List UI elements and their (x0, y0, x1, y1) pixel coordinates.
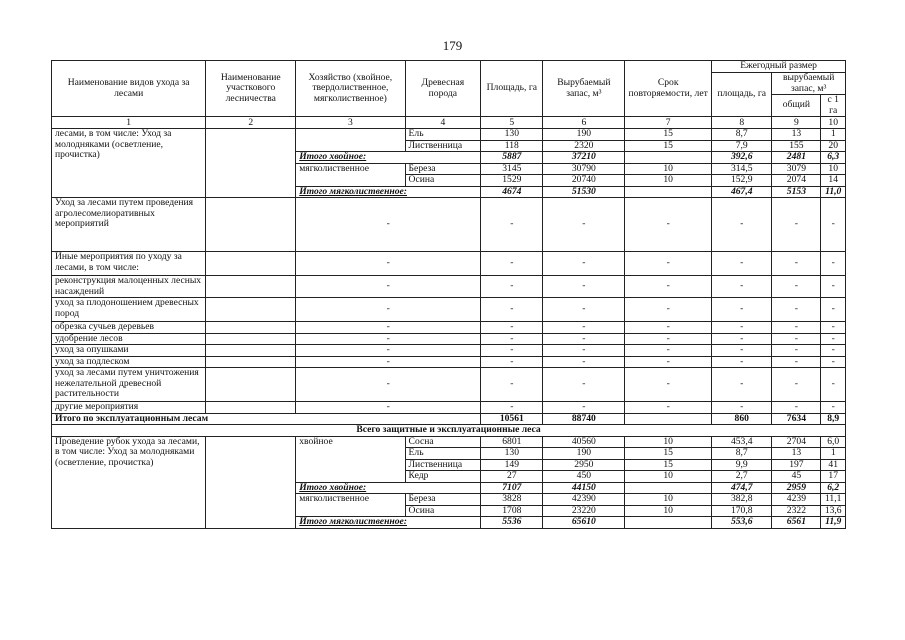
table-cell: 190 (543, 129, 625, 141)
table-cell: 15 (625, 140, 712, 152)
species-cell: Лиственница (405, 140, 481, 152)
table-cell: - (821, 356, 846, 368)
table-cell: - (296, 402, 481, 414)
table-cell: 44150 (543, 482, 625, 494)
forestry-cell (206, 322, 296, 334)
table-cell: 190 (543, 448, 625, 460)
table-cell: 130 (481, 129, 543, 141)
table-cell: 474,7 (712, 482, 772, 494)
table-cell: - (296, 252, 481, 276)
table-cell: 2,7 (712, 471, 772, 483)
table-cell: 11,0 (821, 186, 846, 198)
species-cell: Сосна (405, 436, 481, 448)
table-cell: 860 (712, 413, 772, 425)
table-cell: - (772, 276, 821, 298)
table-cell: 23220 (543, 505, 625, 517)
forest-care-table (51, 60, 846, 529)
activity-name: лесами, в том числе: Уход за молодняками (осветление, прочистка) (52, 129, 206, 198)
table-cell: - (712, 345, 772, 357)
table-cell: 314,5 (712, 163, 772, 175)
table-cell: - (481, 333, 543, 345)
table-cell: - (821, 402, 846, 414)
table-cell: 1 (821, 129, 846, 141)
table-cell: - (543, 276, 625, 298)
table-cell (625, 152, 712, 164)
table-row (52, 402, 846, 414)
table-cell: - (296, 276, 481, 298)
table-row (52, 413, 846, 425)
table-row (52, 276, 846, 298)
table-cell: - (821, 198, 846, 252)
species-cell: Ель (405, 129, 481, 141)
table-cell: 65610 (543, 517, 625, 529)
table-cell: - (821, 368, 846, 402)
subtotal-label: Итого хвойное: (296, 152, 481, 164)
table-cell: - (821, 345, 846, 357)
table-cell: - (543, 368, 625, 402)
table-cell: 392,6 (712, 152, 772, 164)
table-cell (625, 186, 712, 198)
table-cell: 6,3 (821, 152, 846, 164)
column-number: 5 (481, 117, 543, 129)
economy-cell (296, 129, 405, 152)
economy-cell: мягколиственное (296, 163, 405, 186)
table-cell: 42390 (543, 494, 625, 506)
column-number-row (52, 117, 846, 129)
table-cell: 553,6 (712, 517, 772, 529)
table-cell: 2074 (772, 175, 821, 187)
column-number: 6 (543, 117, 625, 129)
forestry-cell (206, 252, 296, 276)
table-cell: - (543, 356, 625, 368)
table-cell: 10 (625, 471, 712, 483)
table-cell: - (772, 252, 821, 276)
table-cell: - (712, 276, 772, 298)
table-cell: 1 (821, 448, 846, 460)
table-cell: 2320 (543, 140, 625, 152)
table-cell: 13 (772, 129, 821, 141)
header-cell: Срок повторяемости, лет (625, 61, 712, 117)
table-cell: 15 (625, 448, 712, 460)
table-cell: - (772, 298, 821, 322)
column-number: 1 (52, 117, 206, 129)
table-row (52, 345, 846, 357)
table-cell: 4239 (772, 494, 821, 506)
table-cell: 6,0 (821, 436, 846, 448)
table-row (52, 425, 846, 437)
table-cell: - (481, 252, 543, 276)
table-cell: 2959 (772, 482, 821, 494)
table-cell: - (625, 198, 712, 252)
section-title: Всего защитные и эксплуатационные леса (52, 425, 846, 437)
page-number: 179 (442, 38, 463, 53)
table-cell: 20740 (543, 175, 625, 187)
table-cell: 4674 (481, 186, 543, 198)
table-cell: 11,9 (821, 517, 846, 529)
table-cell: - (543, 298, 625, 322)
table-cell: - (481, 356, 543, 368)
header-cell: Площадь, га (481, 61, 543, 117)
forestry-cell (206, 198, 296, 252)
species-cell: Осина (405, 175, 481, 187)
table-cell: - (625, 345, 712, 357)
table-cell: - (543, 198, 625, 252)
table-cell: - (821, 276, 846, 298)
header-cell: Вырубаемый запас, м³ (543, 61, 625, 117)
table-cell: 10 (625, 175, 712, 187)
table-row (52, 436, 846, 448)
table-cell: - (625, 356, 712, 368)
table-cell: 51530 (543, 186, 625, 198)
table-cell: 30790 (543, 163, 625, 175)
activity-name: уход за лесами путем уничтожения нежелательной древесной растительности (52, 368, 206, 402)
species-cell: Береза (405, 494, 481, 506)
table-cell: 149 (481, 459, 543, 471)
forestry-cell (206, 356, 296, 368)
table-cell: 9,9 (712, 459, 772, 471)
table-cell: 45 (772, 471, 821, 483)
table-cell: 10561 (481, 413, 543, 425)
table-cell: 6561 (772, 517, 821, 529)
table-cell: - (772, 345, 821, 357)
table-cell: 382,8 (712, 494, 772, 506)
table-cell (625, 482, 712, 494)
table-row (52, 129, 846, 141)
table-cell: - (821, 252, 846, 276)
table-cell: - (821, 333, 846, 345)
column-number: 2 (206, 117, 296, 129)
table-cell: - (712, 252, 772, 276)
table-cell: - (772, 356, 821, 368)
species-cell: Ель (405, 448, 481, 460)
table-cell: - (625, 322, 712, 334)
column-number: 7 (625, 117, 712, 129)
table-cell: - (296, 333, 481, 345)
activity-name: удобрение лесов (52, 333, 206, 345)
table-cell: - (481, 345, 543, 357)
table-cell: 453,4 (712, 436, 772, 448)
table-row (52, 252, 846, 276)
table-cell: 152,9 (712, 175, 772, 187)
species-cell: Осина (405, 505, 481, 517)
table-cell: - (712, 368, 772, 402)
table-cell: - (296, 198, 481, 252)
table-cell: 3828 (481, 494, 543, 506)
header-cell: общий (772, 95, 821, 117)
activity-name: уход за плодоношением древесных пород (52, 298, 206, 322)
total-label: Итого по эксплуатационным лесам (52, 413, 481, 425)
table-cell: 37210 (543, 152, 625, 164)
table-cell: 467,4 (712, 186, 772, 198)
header-cell: Древесная порода (405, 61, 481, 117)
forestry-cell (206, 368, 296, 402)
table-cell: 27 (481, 471, 543, 483)
subtotal-label: Итого мягколиственное: (296, 517, 481, 529)
table-cell: - (481, 402, 543, 414)
forestry-cell (206, 333, 296, 345)
header-cell: Хозяйство (хвойное, твердолиственное, мягколиственное) (296, 61, 405, 117)
activity-name: реконструкция малоценных лесных насаждений (52, 276, 206, 298)
table-row (52, 298, 846, 322)
table-cell: 11,1 (821, 494, 846, 506)
activity-name: уход за опушками (52, 345, 206, 357)
table-cell: - (821, 322, 846, 334)
table-cell: 7,9 (712, 140, 772, 152)
header-cell: Ежегодный размер (712, 61, 846, 73)
table-cell: - (543, 345, 625, 357)
column-number: 9 (772, 117, 821, 129)
header-cell: площадь, га (712, 73, 772, 117)
forestry-cell (206, 402, 296, 414)
table-cell: - (296, 356, 481, 368)
table-cell: - (481, 322, 543, 334)
table-row (52, 322, 846, 334)
subtotal-label: Итого хвойное: (296, 482, 481, 494)
table-cell: 10 (625, 505, 712, 517)
table-cell: - (712, 402, 772, 414)
table-cell: - (481, 276, 543, 298)
table-cell: 13,6 (821, 505, 846, 517)
economy-cell: мягколиственное (296, 494, 405, 517)
table-cell: - (772, 368, 821, 402)
table-cell: 7107 (481, 482, 543, 494)
column-number: 4 (405, 117, 481, 129)
table-cell: - (712, 198, 772, 252)
economy-cell: хвойное (296, 436, 405, 482)
table-cell: 8,7 (712, 448, 772, 460)
table-cell: 10 (625, 494, 712, 506)
header-cell: Наименование участкового лесничества (206, 61, 296, 117)
table-cell: 20 (821, 140, 846, 152)
table-cell: - (296, 368, 481, 402)
table-cell: 3079 (772, 163, 821, 175)
activity-name: другие мероприятия (52, 402, 206, 414)
table-cell: - (481, 368, 543, 402)
species-cell: Лиственница (405, 459, 481, 471)
table-cell: 2481 (772, 152, 821, 164)
table-cell: 41 (821, 459, 846, 471)
table-cell: - (772, 322, 821, 334)
table-cell: 118 (481, 140, 543, 152)
header-cell: вырубаемый запас, м³ (772, 73, 846, 95)
table-row (52, 198, 846, 252)
table-cell: - (772, 402, 821, 414)
table-cell: - (296, 345, 481, 357)
table-cell: - (296, 322, 481, 334)
species-cell: Кедр (405, 471, 481, 483)
species-cell: Береза (405, 163, 481, 175)
table-cell: 2322 (772, 505, 821, 517)
column-number: 8 (712, 117, 772, 129)
table-cell: - (821, 298, 846, 322)
table-cell: 40560 (543, 436, 625, 448)
table-cell: 7634 (772, 413, 821, 425)
table-cell: 3145 (481, 163, 543, 175)
table-cell (625, 517, 712, 529)
activity-name: обрезка сучьев деревьев (52, 322, 206, 334)
table-cell: 8,9 (821, 413, 846, 425)
table-cell: 14 (821, 175, 846, 187)
table-cell: 10 (625, 436, 712, 448)
forestry-cell (206, 298, 296, 322)
table-row (52, 333, 846, 345)
table-row (52, 356, 846, 368)
header-cell: Наименование видов ухода за лесами (52, 61, 206, 117)
table-cell: - (712, 356, 772, 368)
table-cell: 170,8 (712, 505, 772, 517)
table-cell: 130 (481, 448, 543, 460)
table-cell: 155 (772, 140, 821, 152)
table-cell: 13 (772, 448, 821, 460)
table-cell: 2704 (772, 436, 821, 448)
table-cell: - (543, 322, 625, 334)
table-cell: - (543, 333, 625, 345)
table-cell: - (772, 333, 821, 345)
table-cell: - (625, 252, 712, 276)
table-cell: 6801 (481, 436, 543, 448)
table-cell: - (772, 198, 821, 252)
table-cell: - (543, 402, 625, 414)
forestry-cell (206, 436, 296, 528)
table-cell: 88740 (543, 413, 625, 425)
table-cell: 5536 (481, 517, 543, 529)
column-number: 3 (296, 117, 405, 129)
table-cell: - (625, 368, 712, 402)
table-cell: 15 (625, 459, 712, 471)
activity-name: Иные мероприятия по уходу за лесами, в том числе: (52, 252, 206, 276)
forestry-cell (206, 129, 296, 198)
table-cell: 5887 (481, 152, 543, 164)
table-cell: - (296, 298, 481, 322)
table-cell: - (481, 198, 543, 252)
table-row (52, 368, 846, 402)
table-cell: 197 (772, 459, 821, 471)
activity-name: уход за подлеском (52, 356, 206, 368)
table-cell: 6,2 (821, 482, 846, 494)
table-cell: - (712, 333, 772, 345)
forestry-cell (206, 276, 296, 298)
table-cell: - (625, 402, 712, 414)
table-cell: 10 (821, 163, 846, 175)
table-cell: - (625, 276, 712, 298)
activity-name: Проведение рубок ухода за лесами, в том числе: Уход за молодняками (осветление, прочистка) (52, 436, 206, 528)
table-cell: - (543, 252, 625, 276)
table-cell: 15 (625, 129, 712, 141)
table-cell: - (481, 298, 543, 322)
table-cell: 17 (821, 471, 846, 483)
table-cell: - (712, 298, 772, 322)
table-cell: 2950 (543, 459, 625, 471)
subtotal-label: Итого мягколиственное: (296, 186, 481, 198)
table-cell: 8,7 (712, 129, 772, 141)
activity-name: Уход за лесами путем проведения агролесомелиоративных мероприятий (52, 198, 206, 252)
table-cell: - (712, 322, 772, 334)
table-cell: 450 (543, 471, 625, 483)
header-cell: с 1 га (821, 95, 846, 117)
table-cell: 5153 (772, 186, 821, 198)
table-cell: 1529 (481, 175, 543, 187)
table-cell: - (625, 333, 712, 345)
table-cell (625, 413, 712, 425)
table-cell: 1708 (481, 505, 543, 517)
forestry-cell (206, 345, 296, 357)
column-number: 10 (821, 117, 846, 129)
table-cell: 10 (625, 163, 712, 175)
table-cell: - (625, 298, 712, 322)
